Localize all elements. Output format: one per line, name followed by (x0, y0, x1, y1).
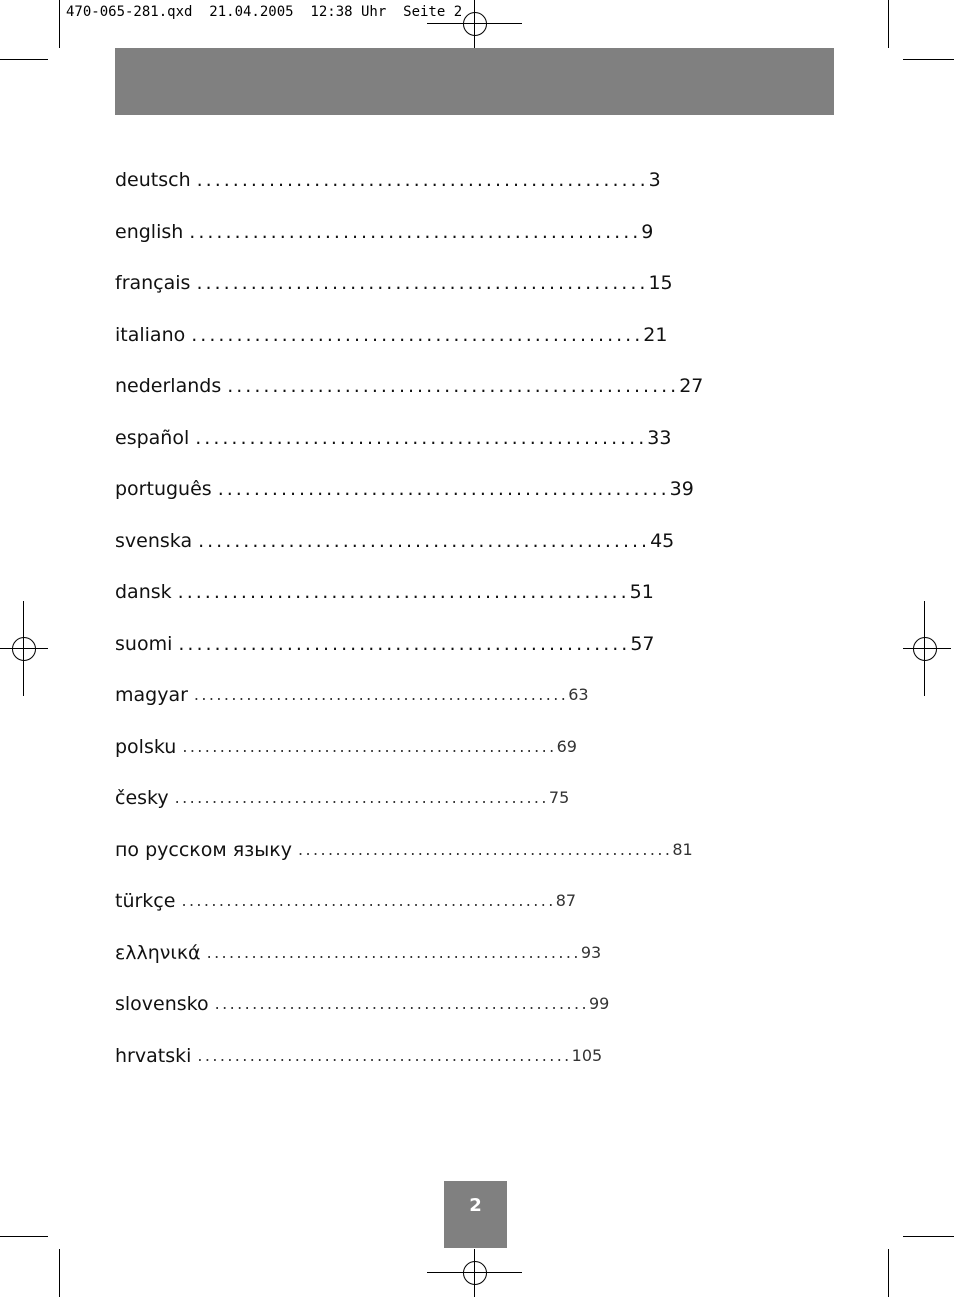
toc-page: 45 (650, 529, 675, 552)
toc-language: português (115, 478, 212, 500)
toc-language: deutsch (115, 169, 191, 191)
toc-entry (115, 630, 655, 682)
toc-page: 21 (643, 323, 668, 346)
toc-language: español (115, 426, 190, 449)
toc-language: hrvatski (115, 1044, 192, 1067)
toc-entry (115, 836, 693, 888)
toc-leader: .................................................. (196, 272, 649, 294)
toc-leader: .................................................. (174, 788, 549, 807)
toc-language: ελληνικά (115, 941, 201, 964)
toc-page: 99 (588, 994, 610, 1013)
toc-leader: .................................................. (196, 169, 649, 191)
toc-entry (115, 372, 704, 424)
toc-leader: .................................................. (214, 994, 589, 1013)
header-band (115, 48, 834, 115)
toc-page: 63 (568, 685, 589, 704)
toc-entry (115, 321, 668, 373)
toc-page: 75 (548, 788, 570, 807)
toc-leader: .................................................. (197, 1045, 572, 1065)
toc-entry (115, 939, 602, 991)
toc-language: nederlands (115, 375, 222, 397)
toc-leader: .................................................. (193, 685, 569, 704)
toc-language: français (115, 272, 191, 294)
toc-entry (115, 166, 661, 218)
page-number: 2 (444, 1181, 507, 1248)
toc-entry (115, 784, 570, 836)
toc-page: 33 (647, 426, 672, 449)
table-of-contents (115, 166, 704, 1093)
toc-leader: .................................................. (191, 323, 644, 346)
toc-language: polsku (115, 735, 177, 758)
toc-page: 81 (672, 839, 693, 859)
toc-page: 3 (648, 169, 661, 191)
toc-page: 57 (630, 632, 655, 655)
toc-entry (115, 527, 675, 579)
toc-entry (115, 887, 577, 939)
toc-leader: .................................................. (178, 632, 631, 655)
toc-leader: .................................................. (227, 375, 680, 397)
toc-leader: .................................................. (206, 942, 581, 962)
toc-leader: .................................................. (298, 839, 673, 859)
toc-leader: .................................................. (177, 581, 630, 603)
toc-page: 87 (555, 891, 577, 910)
toc-page: 93 (580, 942, 602, 962)
toc-language: türkçe (115, 890, 176, 912)
toc-language: česky (115, 787, 169, 809)
toc-entry (115, 218, 654, 270)
toc-entry (115, 733, 577, 785)
toc-leader: .................................................. (181, 891, 556, 910)
toc-language: dansk (115, 581, 172, 603)
toc-page: 51 (629, 581, 654, 603)
toc-page: 9 (641, 220, 654, 243)
toc-page: 15 (648, 272, 673, 294)
toc-leader: .................................................. (182, 736, 557, 756)
toc-entry (115, 269, 673, 321)
toc-language: magyar (115, 684, 188, 706)
toc-language: svenska (115, 529, 193, 552)
toc-page: 69 (556, 736, 577, 756)
toc-language: suomi (115, 632, 173, 655)
toc-language: italiano (115, 323, 186, 346)
toc-entry (115, 578, 654, 630)
print-slug: 470-065-281.qxd 21.04.2005 12:38 Uhr Seite 2 (66, 4, 463, 20)
toc-language: по русском языку (115, 838, 293, 861)
toc-leader: .................................................. (198, 529, 651, 552)
toc-entry (115, 990, 610, 1042)
toc-entry (115, 1042, 603, 1094)
toc-page: 27 (679, 375, 704, 397)
toc-page: 39 (669, 478, 694, 500)
toc-page: 105 (571, 1045, 603, 1065)
toc-entry (115, 681, 589, 733)
toc-language: slovensko (115, 993, 209, 1015)
toc-leader: .................................................. (195, 426, 648, 449)
toc-leader: .................................................. (217, 478, 670, 500)
toc-entry (115, 424, 672, 476)
toc-leader: .................................................. (189, 220, 642, 243)
toc-language: english (115, 220, 184, 243)
toc-entry (115, 475, 694, 527)
